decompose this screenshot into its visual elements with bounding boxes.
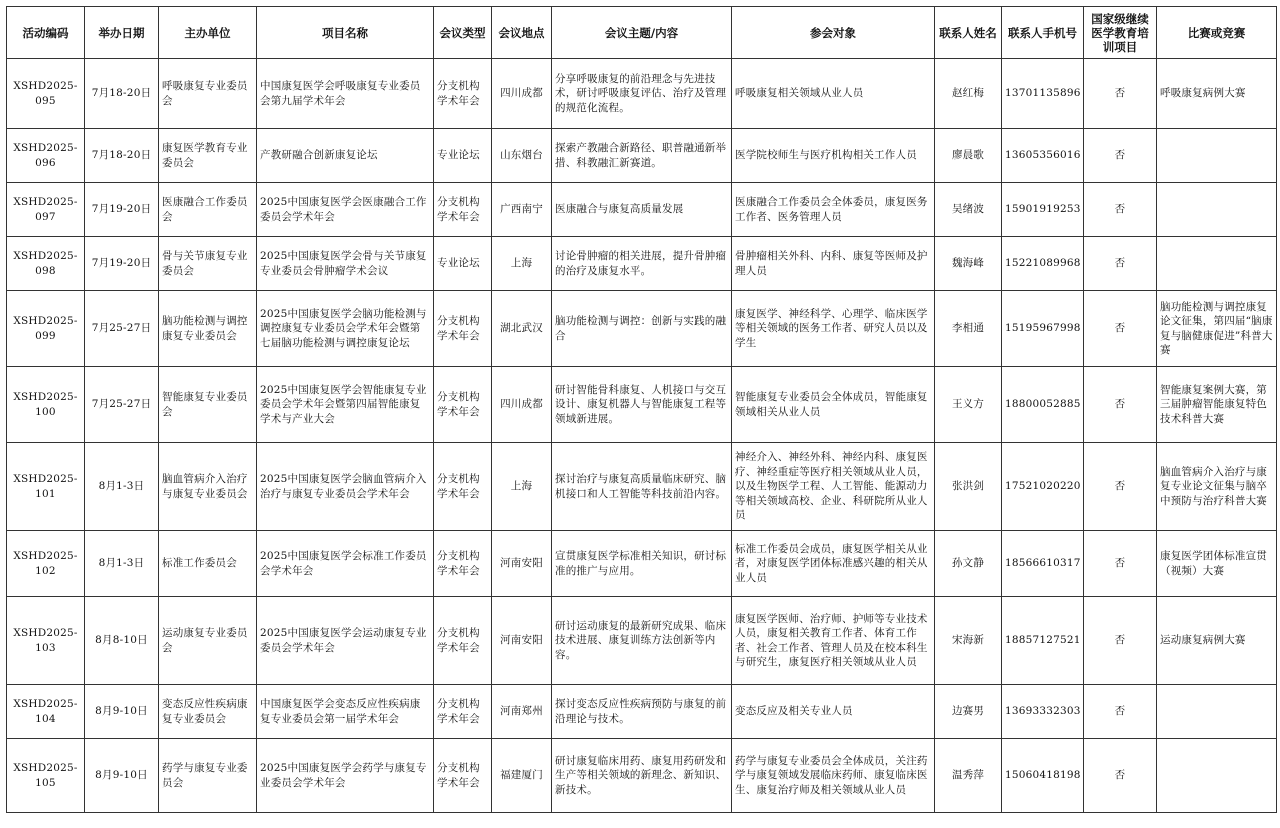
cell-attendees: 变态反应及相关专业人员 bbox=[732, 685, 935, 739]
cell-competition bbox=[1157, 129, 1277, 183]
cell-meeting-type: 分支机构学术年会 bbox=[434, 291, 492, 367]
cell-meeting-type: 分支机构学术年会 bbox=[434, 597, 492, 685]
cell-attendees: 医学院校师生与医疗机构相关工作人员 bbox=[732, 129, 935, 183]
cell-cme-project: 否 bbox=[1084, 291, 1157, 367]
cell-meeting-type: 分支机构学术年会 bbox=[434, 59, 492, 129]
header-organizer: 主办单位 bbox=[159, 7, 257, 59]
cell-activity-code: XSHD2025-097 bbox=[7, 183, 85, 237]
cell-activity-code: XSHD2025-103 bbox=[7, 597, 85, 685]
cell-contact-phone: 18566610317 bbox=[1002, 531, 1084, 597]
cell-contact-name: 吴绪波 bbox=[935, 183, 1002, 237]
cell-competition: 脑功能检测与调控康复论文征集，第四届“脑康复与脑健康促进”科普大赛 bbox=[1157, 291, 1277, 367]
cell-cme-project: 否 bbox=[1084, 237, 1157, 291]
cell-attendees: 标准工作委员会成员，康复医学相关从业者，对康复医学团体标准感兴趣的相关从业人员 bbox=[732, 531, 935, 597]
cell-theme: 探讨变态反应性疾病预防与康复的前沿理论与技术。 bbox=[552, 685, 732, 739]
header-theme: 会议主题/内容 bbox=[552, 7, 732, 59]
table-row bbox=[7, 291, 1277, 367]
cell-date: 8月9-10日 bbox=[85, 685, 159, 739]
cell-cme-project: 否 bbox=[1084, 129, 1157, 183]
cell-organizer: 康复医学教育专业委员会 bbox=[159, 129, 257, 183]
table-row bbox=[7, 443, 1277, 531]
cell-meeting-type: 分支机构学术年会 bbox=[434, 685, 492, 739]
table-row bbox=[7, 531, 1277, 597]
cell-activity-code: XSHD2025-101 bbox=[7, 443, 85, 531]
cell-theme: 分享呼吸康复的前沿理念与先进技术，研讨呼吸康复评估、治疗及管理的规范化流程。 bbox=[552, 59, 732, 129]
table-body bbox=[7, 59, 1277, 813]
cell-contact-name: 宋海新 bbox=[935, 597, 1002, 685]
cell-theme: 讨论骨肿瘤的相关进展，提升骨肿瘤的治疗及康复水平。 bbox=[552, 237, 732, 291]
cell-activity-code: XSHD2025-099 bbox=[7, 291, 85, 367]
cell-activity-code: XSHD2025-095 bbox=[7, 59, 85, 129]
cell-contact-name: 赵红梅 bbox=[935, 59, 1002, 129]
cell-project-name: 中国康复医学会呼吸康复专业委员会第九届学术年会 bbox=[257, 59, 434, 129]
cell-date: 7月19-20日 bbox=[85, 183, 159, 237]
cell-theme: 探讨治疗与康复高质量临床研究、脑机接口和人工智能等科技前沿内容。 bbox=[552, 443, 732, 531]
cell-competition bbox=[1157, 685, 1277, 739]
cell-date: 8月1-3日 bbox=[85, 443, 159, 531]
cell-cme-project: 否 bbox=[1084, 183, 1157, 237]
header-date: 举办日期 bbox=[85, 7, 159, 59]
header-location: 会议地点 bbox=[492, 7, 552, 59]
cell-contact-phone: 15221089968 bbox=[1002, 237, 1084, 291]
cell-organizer: 医康融合工作委员会 bbox=[159, 183, 257, 237]
cell-date: 7月25-27日 bbox=[85, 367, 159, 443]
cell-location: 福建厦门 bbox=[492, 739, 552, 813]
cell-activity-code: XSHD2025-100 bbox=[7, 367, 85, 443]
cell-organizer: 标准工作委员会 bbox=[159, 531, 257, 597]
cell-location: 河南安阳 bbox=[492, 531, 552, 597]
cell-location: 四川成都 bbox=[492, 367, 552, 443]
table-row bbox=[7, 129, 1277, 183]
cell-cme-project: 否 bbox=[1084, 531, 1157, 597]
cell-attendees: 智能康复专业委员会全体成员，智能康复领域相关从业人员 bbox=[732, 367, 935, 443]
header-contact-phone: 联系人手机号 bbox=[1002, 7, 1084, 59]
cell-location: 上海 bbox=[492, 443, 552, 531]
cell-project-name: 产教研融合创新康复论坛 bbox=[257, 129, 434, 183]
cell-meeting-type: 分支机构学术年会 bbox=[434, 739, 492, 813]
cell-competition: 呼吸康复病例大赛 bbox=[1157, 59, 1277, 129]
cell-date: 8月8-10日 bbox=[85, 597, 159, 685]
cell-organizer: 脑功能检测与调控康复专业委员会 bbox=[159, 291, 257, 367]
cell-organizer: 变态反应性疾病康复专业委员会 bbox=[159, 685, 257, 739]
cell-project-name: 2025中国康复医学会药学与康复专业委员会学术年会 bbox=[257, 739, 434, 813]
cell-contact-name: 李相通 bbox=[935, 291, 1002, 367]
table-row bbox=[7, 597, 1277, 685]
cell-contact-phone: 17521020220 bbox=[1002, 443, 1084, 531]
cell-cme-project: 否 bbox=[1084, 59, 1157, 129]
cell-attendees: 神经介入、神经外科、神经内科、康复医疗、神经重症等医疗相关领域从业人员，以及生物医学工程、人工智能、能源动力等相关领域高校、企业、科研院所从业人员 bbox=[732, 443, 935, 531]
cell-project-name: 中国康复医学会变态反应性疾病康复专业委员会第一届学术年会 bbox=[257, 685, 434, 739]
cell-location: 广西南宁 bbox=[492, 183, 552, 237]
cell-organizer: 脑血管病介入治疗与康复专业委员会 bbox=[159, 443, 257, 531]
cell-cme-project: 否 bbox=[1084, 443, 1157, 531]
table-row bbox=[7, 237, 1277, 291]
cell-attendees: 呼吸康复相关领域从业人员 bbox=[732, 59, 935, 129]
cell-date: 7月18-20日 bbox=[85, 129, 159, 183]
cell-activity-code: XSHD2025-102 bbox=[7, 531, 85, 597]
cell-competition bbox=[1157, 739, 1277, 813]
cell-organizer: 智能康复专业委员会 bbox=[159, 367, 257, 443]
cell-activity-code: XSHD2025-096 bbox=[7, 129, 85, 183]
cell-cme-project: 否 bbox=[1084, 597, 1157, 685]
cell-contact-name: 温秀萍 bbox=[935, 739, 1002, 813]
cell-contact-name: 王义方 bbox=[935, 367, 1002, 443]
cell-competition: 脑血管病介入治疗与康复专业论文征集与脑卒中预防与治疗科普大赛 bbox=[1157, 443, 1277, 531]
header-row bbox=[7, 7, 1277, 59]
cell-organizer: 骨与关节康复专业委员会 bbox=[159, 237, 257, 291]
cell-date: 7月19-20日 bbox=[85, 237, 159, 291]
table-row bbox=[7, 183, 1277, 237]
cell-attendees: 康复医学、神经科学、心理学、临床医学等相关领域的医务工作者、研究人员以及学生 bbox=[732, 291, 935, 367]
cell-contact-phone: 18857127521 bbox=[1002, 597, 1084, 685]
cell-cme-project: 否 bbox=[1084, 739, 1157, 813]
cell-organizer: 运动康复专业委员会 bbox=[159, 597, 257, 685]
cell-location: 四川成都 bbox=[492, 59, 552, 129]
cell-project-name: 2025中国康复医学会骨与关节康复专业委员会骨肿瘤学术会议 bbox=[257, 237, 434, 291]
cell-competition: 智能康复案例大赛，第三届肿瘤智能康复特色技术科普大赛 bbox=[1157, 367, 1277, 443]
header-meeting-type: 会议类型 bbox=[434, 7, 492, 59]
cell-location: 山东烟台 bbox=[492, 129, 552, 183]
cell-cme-project: 否 bbox=[1084, 685, 1157, 739]
cell-location: 上海 bbox=[492, 237, 552, 291]
header-activity-code: 活动编码 bbox=[7, 7, 85, 59]
cell-activity-code: XSHD2025-105 bbox=[7, 739, 85, 813]
activity-table bbox=[6, 6, 1277, 813]
cell-location: 河南安阳 bbox=[492, 597, 552, 685]
cell-theme: 研讨智能骨科康复、人机接口与交互设计、康复机器人与智能康复工程等领域新进展。 bbox=[552, 367, 732, 443]
cell-contact-phone: 15060418198 bbox=[1002, 739, 1084, 813]
cell-date: 8月1-3日 bbox=[85, 531, 159, 597]
header-cme-project: 国家级继续医学教育培训项目 bbox=[1084, 7, 1157, 59]
cell-competition bbox=[1157, 183, 1277, 237]
cell-activity-code: XSHD2025-104 bbox=[7, 685, 85, 739]
table-row bbox=[7, 685, 1277, 739]
cell-contact-name: 孙文静 bbox=[935, 531, 1002, 597]
cell-contact-phone: 15195967998 bbox=[1002, 291, 1084, 367]
cell-theme: 医康融合与康复高质量发展 bbox=[552, 183, 732, 237]
cell-competition bbox=[1157, 237, 1277, 291]
cell-attendees: 骨肿瘤相关外科、内科、康复等医师及护理人员 bbox=[732, 237, 935, 291]
cell-theme: 宣贯康复医学标准相关知识，研讨标准的推广与应用。 bbox=[552, 531, 732, 597]
cell-activity-code: XSHD2025-098 bbox=[7, 237, 85, 291]
cell-organizer: 药学与康复专业委员会 bbox=[159, 739, 257, 813]
cell-project-name: 2025中国康复医学会标准工作委员会学术年会 bbox=[257, 531, 434, 597]
cell-project-name: 2025中国康复医学会运动康复专业委员会学术年会 bbox=[257, 597, 434, 685]
cell-date: 7月18-20日 bbox=[85, 59, 159, 129]
cell-date: 7月25-27日 bbox=[85, 291, 159, 367]
cell-contact-phone: 18800052885 bbox=[1002, 367, 1084, 443]
cell-project-name: 2025中国康复医学会智能康复专业委员会学术年会暨第四届智能康复学术与产业大会 bbox=[257, 367, 434, 443]
cell-attendees: 医康融合工作委员会全体委员，康复医务工作者、医务管理人员 bbox=[732, 183, 935, 237]
table-row bbox=[7, 367, 1277, 443]
cell-attendees: 康复医学医师、治疗师、护师等专业技术人员，康复相关教育工作者、体育工作者、社会工作者、管理人员及在校本科生与研究生，康复医疗相关领域从业人员 bbox=[732, 597, 935, 685]
cell-contact-name: 张洪剑 bbox=[935, 443, 1002, 531]
cell-competition: 康复医学团体标准宣贯（视频）大赛 bbox=[1157, 531, 1277, 597]
cell-theme: 研讨运动康复的最新研究成果、临床技术进展、康复训练方法创新等内容。 bbox=[552, 597, 732, 685]
cell-competition: 运动康复病例大赛 bbox=[1157, 597, 1277, 685]
cell-project-name: 2025中国康复医学会脑血管病介入治疗与康复专业委员会学术年会 bbox=[257, 443, 434, 531]
cell-meeting-type: 专业论坛 bbox=[434, 237, 492, 291]
cell-contact-phone: 13605356016 bbox=[1002, 129, 1084, 183]
cell-contact-phone: 13693332303 bbox=[1002, 685, 1084, 739]
header-project-name: 项目名称 bbox=[257, 7, 434, 59]
cell-theme: 脑功能检测与调控：创新与实践的融合 bbox=[552, 291, 732, 367]
header-competition: 比赛或竞赛 bbox=[1157, 7, 1277, 59]
cell-location: 河南郑州 bbox=[492, 685, 552, 739]
header-contact-name: 联系人姓名 bbox=[935, 7, 1002, 59]
cell-meeting-type: 分支机构学术年会 bbox=[434, 367, 492, 443]
cell-contact-phone: 15901919253 bbox=[1002, 183, 1084, 237]
cell-meeting-type: 分支机构学术年会 bbox=[434, 443, 492, 531]
cell-theme: 研讨康复临床用药、康复用药研发和生产等相关领域的新理念、新知识、新技术。 bbox=[552, 739, 732, 813]
cell-contact-name: 魏海峰 bbox=[935, 237, 1002, 291]
cell-location: 湖北武汉 bbox=[492, 291, 552, 367]
cell-project-name: 2025中国康复医学会医康融合工作委员会学术年会 bbox=[257, 183, 434, 237]
table-row bbox=[7, 739, 1277, 813]
cell-theme: 探索产教融合新路径、职普融通新举措、科教融汇新赛道。 bbox=[552, 129, 732, 183]
cell-project-name: 2025中国康复医学会脑功能检测与调控康复专业委员会学术年会暨第七届脑功能检测与调控康复论坛 bbox=[257, 291, 434, 367]
cell-meeting-type: 专业论坛 bbox=[434, 129, 492, 183]
table-row bbox=[7, 59, 1277, 129]
cell-meeting-type: 分支机构学术年会 bbox=[434, 183, 492, 237]
cell-contact-phone: 13701135896 bbox=[1002, 59, 1084, 129]
cell-cme-project: 否 bbox=[1084, 367, 1157, 443]
header-attendees: 参会对象 bbox=[732, 7, 935, 59]
cell-contact-name: 廖晨歌 bbox=[935, 129, 1002, 183]
cell-meeting-type: 分支机构学术年会 bbox=[434, 531, 492, 597]
cell-contact-name: 边赛男 bbox=[935, 685, 1002, 739]
cell-date: 8月9-10日 bbox=[85, 739, 159, 813]
cell-attendees: 药学与康复专业委员会全体成员，关注药学与康复领域发展临床药师、康复临床医生、康复治疗师及相关领域从业人员 bbox=[732, 739, 935, 813]
cell-organizer: 呼吸康复专业委员会 bbox=[159, 59, 257, 129]
